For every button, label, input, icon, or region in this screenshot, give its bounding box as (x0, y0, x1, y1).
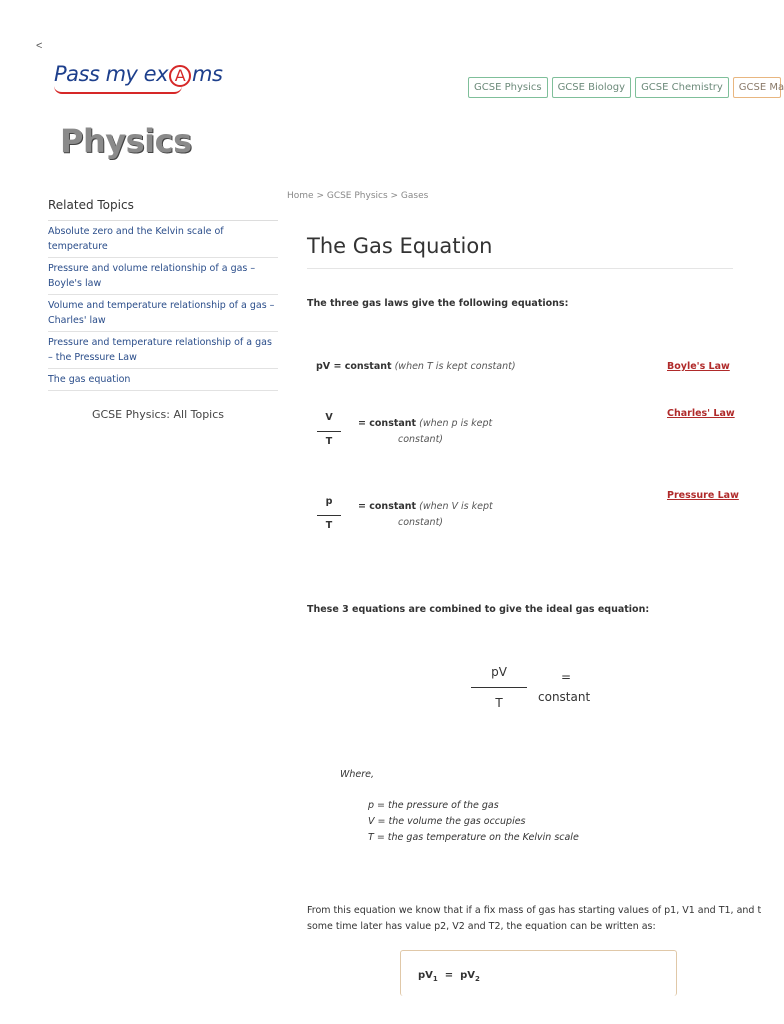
related-topic-link[interactable]: The gas equation (48, 369, 278, 391)
pressure-note-1: (when V is kept (419, 501, 493, 512)
combined-formula (418, 970, 480, 983)
charles-fraction (317, 412, 341, 447)
pressure-note-2 (398, 517, 443, 528)
site-logo[interactable] (54, 62, 222, 87)
pressure-constant: = constant (358, 501, 417, 512)
boyle-equation (316, 361, 516, 372)
charles-note-2-text: constant) (398, 434, 444, 445)
charles-denominator: T (325, 436, 333, 447)
related-topic-link[interactable]: Absolute zero and the Kelvin scale of temperature (48, 221, 278, 258)
def-temperature: T = the gas temperature on the Kelvin scale (368, 832, 579, 843)
title-divider (307, 268, 733, 269)
where-label: Where, (340, 769, 375, 780)
boyles-law-link[interactable]: Boyle's Law (667, 361, 730, 372)
pressure-denominator: T (325, 520, 333, 531)
formula-equals: = (444, 970, 454, 981)
breadcrumb[interactable]: Home > GCSE Physics > Gases (287, 191, 429, 201)
formula-sub-1: 1 (432, 975, 438, 983)
where-definitions (368, 798, 579, 846)
ideal-gas-fraction (471, 665, 527, 710)
pressure-rhs (358, 501, 493, 512)
logo-text-2: ms (192, 62, 223, 86)
formula-p1: p (418, 970, 426, 981)
formula-v1: V (425, 970, 433, 981)
combined-intro-text: These 3 equations are combined to give the ideal gas equation: (307, 604, 650, 615)
pressure-law-link[interactable]: Pressure Law (667, 490, 739, 501)
ideal-numerator: pV (491, 665, 507, 679)
def-pressure: p = the pressure of the gas (368, 800, 499, 811)
related-topic-link[interactable]: Volume and temperature relationship of a gas – Charles' law (48, 295, 278, 332)
charles-note-1: (when p is kept (419, 418, 493, 429)
def-volume: V = the volume the gas occupies (368, 816, 526, 827)
subject-link-biology[interactable]: GCSE Biology (552, 77, 632, 98)
para-line-1: From this equation we know that if a fix mass of gas has starting values of p1, V1 and T1, and t (307, 905, 762, 916)
logo-text-1: Pass my ex (54, 62, 168, 86)
fraction-bar (471, 687, 527, 688)
subject-link-physics[interactable]: GCSE Physics (468, 77, 548, 98)
charles-numerator: V (325, 412, 333, 423)
formula-p2: p (460, 970, 468, 981)
logo-swoosh-icon (54, 86, 182, 94)
pressure-note-2-text: constant) (398, 517, 444, 528)
ideal-equals: = (561, 670, 572, 684)
pressure-numerator: p (325, 496, 333, 507)
subject-link-chemistry[interactable]: GCSE Chemistry (635, 77, 729, 98)
boyle-note: (when T is kept constant) (394, 361, 516, 372)
ideal-denominator: T (495, 696, 503, 710)
ideal-constant: constant (538, 690, 591, 704)
intro-text: The three gas laws give the following equations: (307, 298, 569, 309)
logo-a-circle: A (169, 65, 191, 87)
related-topics-list (48, 220, 278, 391)
all-topics-link[interactable]: GCSE Physics: All Topics (91, 408, 225, 421)
formula-sub-2: 2 (475, 975, 480, 983)
boyle-lhs: pV = constant (316, 361, 392, 372)
pressure-fraction (317, 496, 341, 531)
charles-note-2 (398, 434, 443, 445)
subject-link-maths[interactable]: GCSE Ma (733, 77, 781, 98)
fraction-bar (317, 431, 341, 432)
related-topic-link[interactable]: Pressure and temperature relationship of a gas – the Pressure Law (48, 332, 278, 369)
charles-rhs (358, 418, 492, 429)
related-topics-heading: Related Topics (48, 198, 134, 212)
para-line-2: some time later has value p2, V2 and T2, the equation can be written as: (307, 921, 656, 932)
subject-banner: Physics (60, 122, 192, 160)
formula-v2: V (467, 970, 476, 981)
subject-nav (468, 77, 784, 98)
charles-constant: = constant (358, 418, 417, 429)
charles-law-link[interactable]: Charles' Law (667, 408, 735, 419)
page-title: The Gas Equation (307, 234, 493, 258)
related-topic-link[interactable]: Pressure and volume relationship of a gas – Boyle's law (48, 258, 278, 295)
back-link[interactable]: < (36, 40, 43, 52)
fraction-bar (317, 515, 341, 516)
